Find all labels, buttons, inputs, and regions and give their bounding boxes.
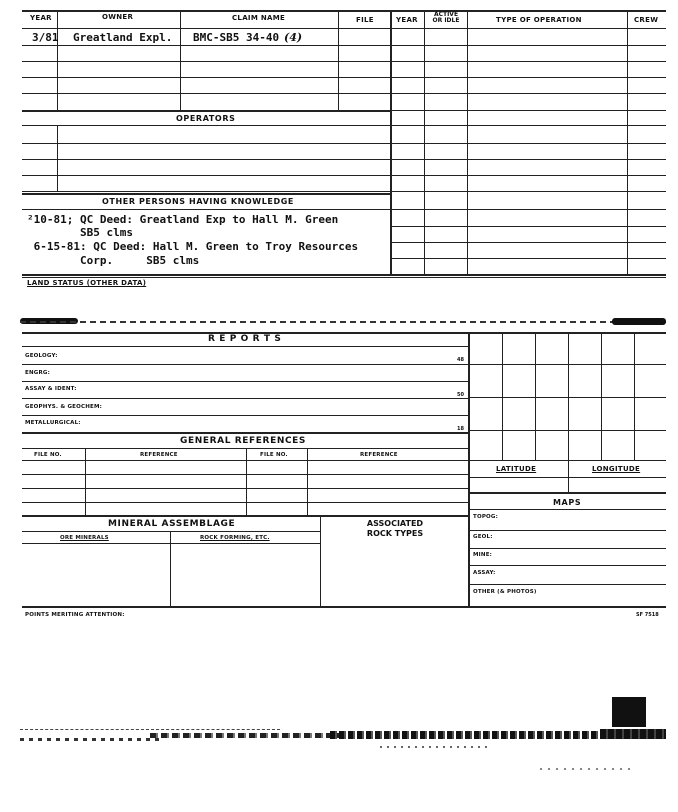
ore-minerals-header: ORE MINERALS [60,535,109,541]
report-metallurgical-num: 18 [457,426,464,432]
ref-reference2-header: REFERENCE [360,452,398,458]
land-status-label: LAND STATUS (OTHER DATA) [27,279,147,287]
rock-forming-header: ROCK FORMING, ETC. [200,535,270,541]
col-claim-name-header: CLAIM NAME [232,14,286,22]
map-mine-label: MINE: [473,552,493,558]
col-crew-header: CREW [634,16,659,24]
col-file-header: FILE [356,16,374,24]
general-references-title: GENERAL REFERENCES [180,436,306,446]
map-geol-label: GEOL: [473,534,493,540]
other-persons-entry: Corp. SB5 clms [27,254,200,267]
report-geophys-label: GEOPHYS. & GEOCHEM: [25,404,103,410]
other-persons-entry: ²10-81; QC Deed: Greatland Exp to Hall M. Green [27,213,339,226]
associated-rock-types-header: ASSOCIATED ROCK TYPES [366,519,424,538]
latitude-label: LATITUDE [496,465,537,473]
report-metallurgical-label: METALLURGICAL: [25,420,81,426]
col-owner-header: OWNER [102,13,134,21]
report-assay-num: 50 [457,392,464,398]
col-year-header: YEAR [30,14,52,22]
report-geology-label: GEOLOGY: [25,353,58,359]
col-active-header: ACTIVE OR IDLE [432,11,460,24]
report-assay-label: ASSAY & IDENT: [25,386,77,392]
reports-title: R E P O R T S [208,334,282,344]
col-type-of-operation-header: TYPE OF OPERATION [496,16,582,24]
longitude-label: LONGITUDE [592,465,641,473]
ref-reference-header: REFERENCE [140,452,178,458]
ref-file-no-header: FILE NO. [34,452,62,458]
entry-claim-note: (4) [284,31,303,44]
map-assay-label: ASSAY: [473,570,496,576]
entry-year: 3/81 [32,31,59,44]
entry-claim: BMC-SB5 34-40 [193,31,280,44]
entry-owner: Greatland Expl. [73,31,173,44]
other-persons-title: OTHER PERSONS HAVING KNOWLEDGE [102,197,294,206]
other-persons-entry: SB5 clms [27,226,133,239]
maps-title: MAPS [553,498,582,507]
report-engrg-label: ENGRG: [25,370,51,376]
other-persons-entry: 6-15-81: QC Deed: Hall M. Green to Troy Resources [27,240,359,253]
ref-file-no2-header: FILE NO. [260,452,288,458]
operators-title: OPERATORS [176,114,236,123]
mineral-assemblage-title: MINERAL ASSEMBLAGE [108,519,236,529]
form-code: SF 7518 [636,612,659,618]
points-meriting-attention-label: POINTS MERITING ATTENTION: [25,612,125,618]
map-other-label: OTHER (& PHOTOS) [473,589,537,595]
col-year2-header: YEAR [396,16,418,24]
map-topog-label: TOPOG: [473,514,499,520]
report-geology-num: 48 [457,357,464,363]
